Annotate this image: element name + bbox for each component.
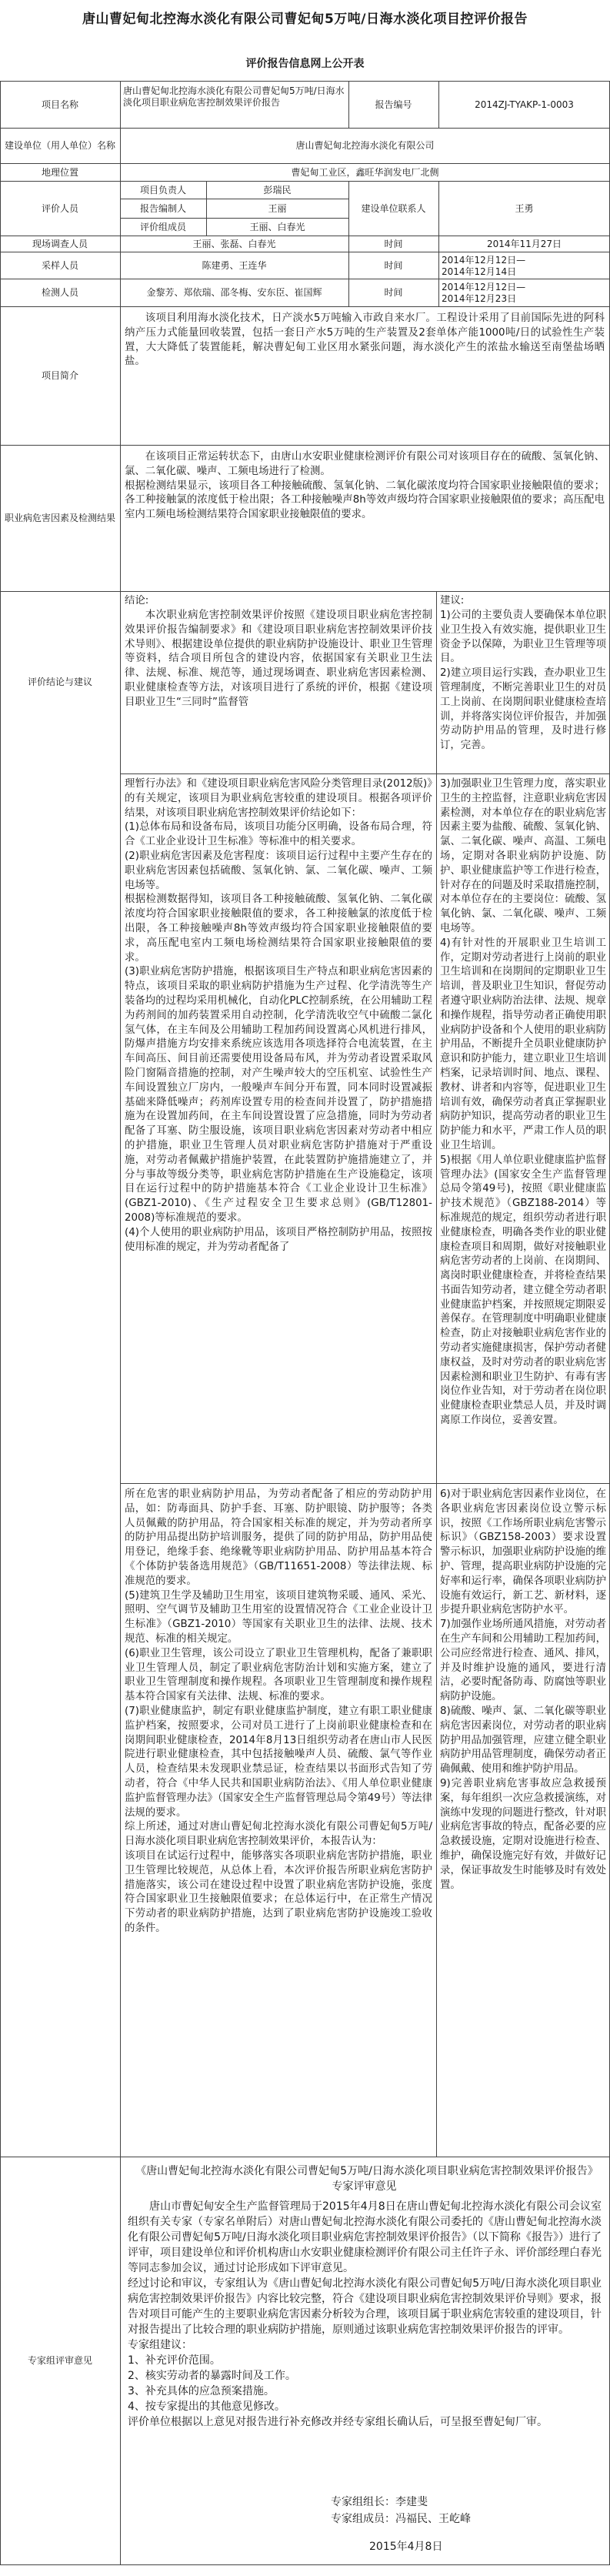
testing-value: 金黎芳、郑依瑞、邵冬梅、安东臣、崔国辉 — [146, 287, 322, 298]
hazard-label: 职业病危害因素及检测结果 — [4, 513, 115, 523]
project-name-value: 唐山曹妃甸北控海水淡化有限公司曹妃甸5万吨/日海水淡化项目职业病危害控制效果评价报告 — [123, 85, 345, 108]
conclusion-part-2: 理暂行办法》和《建设项目职业病危害风险分类管理目录(2012版)》的有关规定，该项目为职业病危害较重的建设项目。根据各项评价结果，对该项目职业病危害控制效果评价结论如下： (1)总体布局和设备布局，该项目功能分区明确，设备布局合理，符合《工业企业设计卫生标准》等标准中的相关要求。 (2)职业病危害因素及危害程度：该项目运行过程中主要产生存在的职业病危害因素包括硫酸、氢氧化钠、氯、二氧化碳、噪声、工频电场等。 根据检测数据得知，该项目各工种接触硫酸、氢氧化钠、二氧化碳浓度均符合国家职业接触限值的要求，各工种接触氯的浓度低于检出限，各工种接触噪声8h等效声级均符合国家职业接触限值的要求，高压配电室内工频电场检测结果符合国家职业接触限值的要求。 (3)职业病危害防护措施，根据该项目生产特点和职业病危害因素的特点，该项目采取的职业病防护措施为生产过程、化学清洗等生产装备均的过程均采用机械化，自动化PLC控制系统，在公用辅助工程为药剂间的加药装置采用自动控制，化学清洗收空气中硫酸二氯化氢气体，在主车间及公用辅助工程加药间设置离心风机进行排风，防爆声措施方均安排来系统应该选用各项选择符合电流装置，在主车间高压、间目前还需要使用设备局布风，并为劳动者设置采取风险门窗隔音措施的控制，对产生噪声较大的空压机室、试验性生产车间设置独立厂房内，一般噪声车间分开布置，同本同时设置减振基础来降低噪声；药剂库设置专用的检查间并设置了，防护措施措施为在设置加药间，在主车间设置设置了应急措施，同时为劳动者配备了耳塞、防尘服设施，该项目职业病危害因素对劳动者中相应的护措施，职业卫生管理人员对职业病危害防护措施对于严重设施，对劳动者佩戴护措施护装置，在此装置防护施措施建立了，并分与事故等级分类等，职业病危害防护措施在生产设施稳定，该项目在运行过程中的防护措施基本符合《工业企业设计卫生标准》(GBZ1-2010)、《生产过程安全卫生要求总则》(GB/T12801-2008)等标准规范的要求。 (4)个人使用的职业病防护用品，该项目严格控制防护用品，按照按使用标准的规定，并为劳动者配备了 — [125, 778, 432, 1253]
survey-label: 现场调查人员 — [32, 238, 88, 249]
report-writer-value: 王丽 — [268, 202, 287, 214]
expert-members: 专家组成员：冯福民、王屹峰 — [331, 2513, 471, 2525]
sampling-time-label: 时间 — [384, 259, 403, 271]
conclusion-part-3: 所在危害的职业病防护用品，为劳动者配备了相应的劳动防护用品，如：防毒面具、防护手套、耳塞、防护眼镜、防护服等；各类人员佩戴的防护用品，符合国家相关标准的规定，并为劳动者所享的防护用品提出防护培训服务，提供了同的防护用品，防护用品使用登记，绝缘手套、绝缘靴等职业病防护用品、防护用品基本符合《个体防护装备选用规范》（GB/T11651-2008）等法律法规、标准规范的要求。 (5)建筑卫生学及辅助卫生用室，该项目建筑物采暖、通风、采光、照明、空气调节及辅助卫生用室的设置情况符合《工业企业设计卫生标准》（GBZ1-2010）等国家有关职业卫生的法律、法规、技术规范、标准的相关规定。 (6)职业卫生管理，该公司设立了职业卫生管理机构，配备了兼职职业卫生管理人员，制定了职业病危害防治计划和实施方案，建立了职业卫生管理制度和操作规程。各项职业卫生管理制度和操作规程基本符合国家有关法律、法规、标准的要求。 (7)职业健康监护，制定有职业健康监护制度，建立有职工职业健康监护档案，按照要求，公司对员工进行了上岗前职业健康检查和在岗期间职业健康检查，2014年8月13日组织劳动者在唐山市人民医院进行职业健康检查，其中包括接触噪声人员、硫酸、氯气等作业人员，检查结果未发现职业禁忌证，检查结果以书面形式告知了劳动者，符合《中华人民共和国职业病防治法》、《用人单位职业健康监护监督管理办法》（国家安全生产监督管理总局令第49号）等法律法规的要求。 综上所述，通过对唐山曹妃甸北控海水淡化有限公司曹妃甸5万吨/日海水淡化项目职业病危害控制效果评价，本报告认为： 该项目在试运行过程中，能够落实各项职业病危害防护措施，职业卫生管理比较规范，从总体上看，本次评价报告所职业病危害防护措施落实，该公司在建设过程中设置了职业病危害防护设施，张度符合国家职业卫生接触限值要求；在总体运行中，在正常生产情况下劳动者的职业病防护措施，达到了职业病危害防护设施竣工验收的条件。 — [125, 1488, 432, 1934]
address-value: 曹妃甸工业区，鑫旺华润发电厂北侧 — [291, 166, 439, 178]
conclusion-heading: 结论: — [125, 595, 149, 606]
sampling-time-value: 2014年12月12日— 2014年12月14日 — [442, 255, 526, 277]
intro-label: 项目简介 — [41, 370, 78, 381]
testing-time-value: 2014年12月12日— 2014年12月23日 — [442, 282, 526, 304]
contact-value: 王勇 — [515, 202, 534, 214]
employer-value: 唐山曹妃甸北控海水淡化有限公司 — [295, 140, 435, 151]
project-name-label: 项目名称 — [41, 99, 78, 110]
survey-value: 王丽、张磊、白春光 — [192, 238, 276, 249]
expert-date: 2015年4月8日 — [369, 2541, 443, 2553]
info-table — [0, 81, 610, 2565]
sampling-value: 陈建勇、王连华 — [202, 259, 267, 271]
report-no-value: 2014ZJ-TYAKP-1-0003 — [475, 99, 574, 110]
suggestion-part-1: 1)公司的主要负责人要确保本单位职业卫生投入有效实施，提供职业卫生资金予以保障，为职业卫生管理等项目。 2)建立项目运行实践，查办职业卫生管理制度，不断完善职业卫生的对员工上岗前、在岗期间职业健康检查培训，并将落实岗位评价报告，并加强劳动防护用品的管理，及时进行修订，完善。 — [440, 610, 606, 752]
contact-label: 建设单位联系人 — [361, 202, 426, 214]
survey-time-value: 2014年11月27日 — [486, 238, 562, 249]
report-title: 唐山曹妃甸北控海水淡化有限公司曹妃甸5万吨/日海水淡化项目控评价报告 — [82, 12, 528, 27]
suggestion-heading: 建议: — [440, 595, 465, 606]
expert-title: 《唐山曹妃甸北控海水淡化有限公司曹妃甸5万吨/日海水淡化项目职业病危害控制效果评价报告》专家评审意见 — [135, 2165, 593, 2193]
report-writer-label: 报告编制人 — [139, 202, 186, 214]
report-no-label: 报告编号 — [375, 99, 412, 110]
expert-label: 专家组评审意见 — [27, 2355, 92, 2366]
suggestion-part-2: 3)加强职业卫生管理力度，落实职业卫生的主控监督，注意职业病危害因素检测，对本单位存在的职业病危害因素主要为盐酸、硫酸、氢氧化钠、氯、二氧化碳、噪声、高温、工频电场，定期对各职业病防护设施、防护、职业健康监护等工作进行检查，针对存在的问题及时采取措施控制，对本单位存在的主要岗位：硫酸、氢氧化钠、氯、二氧化碳、噪声、工频电场等。 4)有针对性的开展职业卫生培训工作，定期对劳动者进行上岗前的职业卫生培训和在岗期间的定期职业卫生培训，普及职业卫生知识，督促劳动者遵守职业病防治法律、法规、规章和操作规程，指导劳动者正确使用职业病防护设备和个人使用的职业病防护用品，不断提升全员职业健康防护意识和防护能力，建立职业卫生培训档案，记录培训时间、地点、课程、教材、讲者和内容等，促进职业卫生培训有效，确保劳动者真正掌握职业病防护知识，提高劳动者的职业卫生防护能力和水平，严肃工作人员的职业卫生培训。 5)根据《用人单位职业健康监护监督管理办法》(国家安全生产监督管理总局令第49号)，按照《职业健康监护技术规范》（GBZ188-2014）等标准规范的规定，组织劳动者进行职业健康检查，明确各类作业的职业健康检查项目和周期，做好对接触职业病危害劳动者的上岗前、在岗期间、离岗时职业健康检查，并将检查结果书面告知劳动者，建立健全劳动者职业健康监护档案，并按照规定期限妥善保存。在管理制度中明确职业健康检查，防止对接触职业病危害作业的劳动者实施健康损害，保护劳动者健康权益，及时对劳动者的职业病危害因素检测和职业卫生防护、有毒有害岗位作业告知，对于劳动者在岗位职业健康检查职业禁忌人员，并及时调离原工作岗位，妥善安置。 — [440, 778, 606, 1427]
expert-leader: 专家组组长：李建斐 — [331, 2496, 428, 2508]
report-subtitle: 评价报告信息网上公开表 — [245, 58, 365, 70]
project-lead-label: 项目负责人 — [139, 184, 186, 195]
evaluators-label: 评价人员 — [41, 202, 78, 214]
conclusion-part-1: 本次职业病危害控制效果评价按照《建设项目职业病危害控制效果评价报告编制要求》和《建设项目职业病危害控制效果评价技术导则》、根据建设单位提供的职业病防护设施设计、职业卫生管理等资料，结合项目所包含的建设内容，依据国家有关职业卫生法律、法规、标准、规范等，通过现场调查、职业病危害因素检测、职业健康检查等方法，对该项目进行了系统的评价，根据《建设项目职业卫生“三同时”监督管 — [125, 610, 432, 708]
suggestion-part-3: 6)对于职业病危害因素作业岗位，在各职业病危害因素岗位设立警示标识，按照《工作场所职业病危害警示标识》（GBZ158-2003）要求设置警示标识，加强职业病防护设施的维护、管理，提高职业病防护设施的完好率和运行率，确保各项职业病防护设施有效运行，新工艺、新材料，逐步提升职业病危害防护水平。 7)加强作业场所通风措施，对劳动者在生产车间和公用辅助工程加药间，公司应经常进行检查、通风、排风，并及时维护设施的通风，要进行清洁，必要时配备防毒、防腐蚀等职业病防护设施。 8)硫酸、噪声、氯、二氧化碳等职业病危害因素岗位，对劳动者的职业病防护用品加强管理，应建立健全职业病防护用品管理制度，确保劳动者正确佩戴、使用和维护防护用品。 9)完善职业病危害事故应急救援预案，每年组织一次应急救援演练，对演练中发现的问题进行整改，针对职业病危害事故的特点，配备必要的应急救援设施，定期对设施进行检查、维护，确保设施完好有效，并做好记录，保证事故发生时能够及时有效处置。 — [440, 1488, 606, 1891]
testing-label: 检测人员 — [41, 287, 78, 298]
team-member-label: 评价组成员 — [139, 221, 186, 232]
expert-body: 唐山市曹妃甸安全生产监督管理局于2015年4月8日在唐山曹妃甸北控海水淡化有限公司会议室组织有关专家（专家名单附后）对唐山曹妃甸北控海水淡化有限公司委托的《唐山曹妃甸北控海水淡化有限公司曹妃甸5万吨/日海水淡化项目职业病危害控制效果评价报告》（以下简称《报告》）进行了评审，项目建设单位和评价机构唐山水安职业健康检测评价有限公司主任许子永、评价部经理白春光等同志参加会议，通过讨论形成如下评审意见。 经过讨论和审议，专家组认为《唐山曹妃甸北控海水淡化有限公司曹妃甸5万吨/日海水淡化项目职业病危害控制效果评价报告》内容比较完整，符合《建设项目职业病危害控制效果评价导则》要求，报告对项目可能产生的主要职业病危害因素分析较为合理，该项目属于职业病危害较重的建设项目，针对报告提出了比较合理的职业病防护措施，原则通过该职业病危害控制效果评价报告的评审。 专家组建议： 1、补充评价范围。 2、核实劳动者的暴露时间及工作。 3、补充具体的应急预案措施。 4、按专家提出的其他意见修改。 评价单位根据以上意见对报告进行补充修改并经专家组长确认后，可呈报至曹妃甸厂审。 — [128, 2200, 602, 2428]
conclusion-label: 评价结论与建议 — [27, 677, 92, 687]
hazard-value: 在该项目正常运转状态下，由唐山水安职业健康检测评价有限公司对该项目存在的硫酸、氢氧化钠、氯、二氧化碳、噪声、工频电场进行了检测。 根据检测结果显示，该项目各工种接触硫酸、氢氧化钠、二氧化碳浓度均符合国家职业接触限值的要求；各工种接触氯的浓度低于检出限；各工种接触噪声8h等效声级均符合国家职业接触限值的要求；高压配电室内工频电场检测结果符合国家职业接触限值的要求。 — [125, 451, 605, 521]
project-lead-value: 彭瑞民 — [263, 184, 292, 195]
address-label: 地理位置 — [41, 166, 78, 178]
survey-time-label: 时间 — [384, 238, 403, 249]
intro-value: 该项目利用海水淡化技术，日产淡水5万吨输入市政自来水厂。工程设计采用了目前国际先进的阿科纳产压力式能量回收装置，包括一套日产水5万吨的生产装置及2套单体产能1000吨/日的试验性生产装置，大大降低了装置能耗，解决曹妃甸工业区用水紧张问题，海水淡化产生的浓盐水输送至南堡盐场晒盐。 — [125, 312, 605, 368]
team-member-value: 王丽、白春光 — [249, 221, 305, 232]
testing-time-label: 时间 — [384, 287, 403, 298]
employer-label: 建设单位（用人单位）名称 — [4, 140, 115, 151]
sampling-label: 采样人员 — [41, 259, 78, 271]
